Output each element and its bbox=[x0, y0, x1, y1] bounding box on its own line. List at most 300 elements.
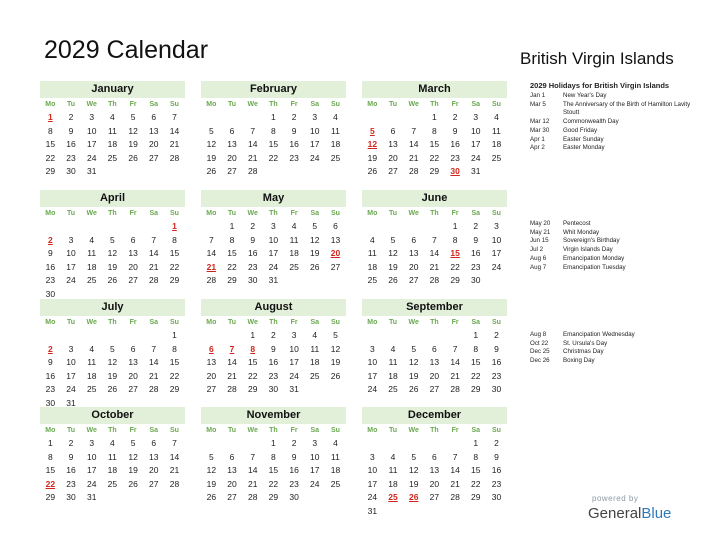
calendar-date[interactable]: 27 bbox=[227, 166, 237, 176]
calendar-date[interactable]: 13 bbox=[429, 357, 440, 367]
calendar-date[interactable]: 3 bbox=[369, 451, 375, 462]
calendar-date[interactable]: 4 bbox=[333, 438, 338, 448]
calendar-date[interactable]: 30 bbox=[471, 275, 481, 285]
calendar-date[interactable]: 14 bbox=[149, 248, 159, 258]
calendar-date[interactable]: 25 bbox=[86, 384, 97, 394]
calendar-date[interactable]: 18 bbox=[107, 139, 118, 149]
calendar-date[interactable]: 2 bbox=[494, 438, 499, 448]
calendar-date[interactable]: 8 bbox=[229, 234, 235, 245]
brand-logo[interactable] bbox=[588, 505, 671, 522]
calendar-date[interactable]: 7 bbox=[432, 234, 437, 245]
calendar-date[interactable]: 23 bbox=[66, 152, 76, 163]
calendar-date[interactable]: 19 bbox=[128, 139, 138, 149]
calendar-date[interactable]: 28 bbox=[247, 492, 258, 502]
calendar-date[interactable]: 25 bbox=[388, 384, 398, 394]
calendar-date[interactable]: 23 bbox=[289, 478, 299, 489]
calendar-date[interactable]: 22 bbox=[429, 152, 440, 163]
holiday-date[interactable]: 21 bbox=[206, 261, 217, 272]
calendar-date[interactable]: 3 bbox=[473, 112, 479, 122]
calendar-date[interactable]: 23 bbox=[268, 370, 279, 381]
calendar-date[interactable]: 21 bbox=[408, 152, 419, 163]
calendar-date[interactable]: 3 bbox=[89, 438, 95, 448]
calendar-date[interactable]: 22 bbox=[247, 370, 258, 381]
calendar-date[interactable]: 10 bbox=[310, 451, 320, 462]
holiday-date[interactable]: 26 bbox=[408, 492, 419, 502]
calendar-date[interactable]: 2 bbox=[452, 112, 458, 122]
calendar-date[interactable]: 23 bbox=[247, 261, 258, 272]
calendar-date[interactable]: 1 bbox=[473, 438, 479, 448]
calendar-date[interactable]: 6 bbox=[432, 343, 437, 354]
calendar-date[interactable]: 10 bbox=[491, 234, 502, 245]
calendar-date[interactable]: 30 bbox=[268, 384, 279, 394]
calendar-date[interactable]: 4 bbox=[390, 343, 396, 354]
calendar-date[interactable]: 15 bbox=[227, 248, 237, 258]
calendar-date[interactable]: 24 bbox=[310, 478, 320, 489]
calendar-date[interactable]: 27 bbox=[429, 384, 440, 394]
calendar-date[interactable]: 3 bbox=[291, 330, 297, 340]
calendar-date[interactable]: 5 bbox=[312, 221, 318, 231]
calendar-date[interactable]: 17 bbox=[66, 370, 76, 381]
calendar-date[interactable]: 3 bbox=[494, 221, 499, 231]
calendar-date[interactable]: 2 bbox=[291, 112, 297, 122]
calendar-date[interactable]: 9 bbox=[494, 451, 499, 462]
calendar-date[interactable]: 4 bbox=[110, 112, 115, 122]
calendar-date[interactable]: 10 bbox=[367, 465, 378, 475]
holiday-date[interactable]: 5 bbox=[369, 125, 375, 136]
calendar-date[interactable]: 28 bbox=[206, 275, 217, 285]
calendar-date[interactable]: 24 bbox=[86, 152, 97, 163]
calendar-date[interactable]: 22 bbox=[450, 261, 460, 272]
calendar-date[interactable]: 13 bbox=[227, 465, 237, 475]
calendar-date[interactable]: 20 bbox=[429, 370, 440, 381]
calendar-date[interactable]: 26 bbox=[310, 261, 320, 272]
calendar-date[interactable]: 11 bbox=[87, 357, 97, 367]
calendar-date[interactable]: 12 bbox=[330, 343, 341, 354]
calendar-date[interactable]: 15 bbox=[169, 357, 180, 367]
calendar-date[interactable]: 28 bbox=[450, 492, 460, 502]
calendar-date[interactable]: 25 bbox=[330, 478, 341, 489]
calendar-date[interactable]: 27 bbox=[128, 275, 138, 285]
calendar-date[interactable]: 29 bbox=[247, 384, 258, 394]
calendar-date[interactable]: 25 bbox=[330, 152, 341, 163]
calendar-date[interactable]: 26 bbox=[330, 370, 341, 381]
calendar-date[interactable]: 11 bbox=[331, 125, 340, 136]
calendar-date[interactable]: 30 bbox=[45, 288, 56, 299]
calendar-date[interactable]: 26 bbox=[128, 152, 138, 163]
calendar-date[interactable]: 26 bbox=[128, 478, 138, 489]
calendar-date[interactable]: 3 bbox=[89, 112, 95, 122]
calendar-date[interactable]: 9 bbox=[291, 451, 297, 462]
calendar-date[interactable]: 13 bbox=[429, 465, 440, 475]
calendar-date[interactable]: 22 bbox=[169, 261, 180, 272]
calendar-date[interactable]: 7 bbox=[172, 438, 177, 448]
calendar-date[interactable]: 29 bbox=[45, 492, 56, 502]
calendar-date[interactable]: 8 bbox=[271, 125, 276, 136]
calendar-date[interactable]: 26 bbox=[367, 166, 378, 176]
calendar-date[interactable]: 22 bbox=[268, 478, 279, 489]
calendar-date[interactable]: 24 bbox=[367, 492, 378, 502]
calendar-date[interactable]: 17 bbox=[491, 248, 502, 258]
calendar-date[interactable]: 14 bbox=[408, 139, 419, 149]
calendar-date[interactable]: 29 bbox=[169, 275, 180, 285]
calendar-date[interactable]: 31 bbox=[86, 166, 97, 176]
calendar-date[interactable]: 15 bbox=[429, 139, 440, 149]
calendar-date[interactable]: 5 bbox=[208, 125, 214, 136]
calendar-date[interactable]: 26 bbox=[408, 384, 419, 394]
calendar-date[interactable]: 8 bbox=[432, 125, 437, 136]
calendar-date[interactable]: 21 bbox=[450, 478, 460, 489]
calendar-date[interactable]: 29 bbox=[169, 384, 180, 394]
calendar-date[interactable]: 8 bbox=[473, 343, 479, 354]
calendar-date[interactable]: 27 bbox=[408, 275, 419, 285]
calendar-date[interactable]: 13 bbox=[408, 248, 419, 258]
calendar-date[interactable]: 1 bbox=[473, 330, 479, 340]
calendar-date[interactable]: 7 bbox=[250, 451, 256, 462]
calendar-date[interactable]: 23 bbox=[45, 384, 56, 394]
calendar-date[interactable]: 19 bbox=[408, 478, 419, 489]
calendar-date[interactable]: 26 bbox=[206, 492, 217, 502]
calendar-date[interactable]: 16 bbox=[268, 357, 279, 367]
calendar-date[interactable]: 10 bbox=[268, 234, 279, 245]
calendar-date[interactable]: 10 bbox=[86, 125, 97, 136]
calendar-date[interactable]: 11 bbox=[388, 465, 398, 475]
calendar-date[interactable]: 16 bbox=[66, 465, 76, 475]
calendar-date[interactable]: 22 bbox=[169, 370, 180, 381]
calendar-date[interactable]: 30 bbox=[247, 275, 258, 285]
calendar-date[interactable]: 1 bbox=[172, 330, 177, 340]
calendar-date[interactable]: 25 bbox=[289, 261, 299, 272]
calendar-date[interactable]: 17 bbox=[268, 248, 279, 258]
calendar-date[interactable]: 11 bbox=[107, 451, 117, 462]
calendar-date[interactable]: 24 bbox=[310, 152, 320, 163]
calendar-date[interactable]: 1 bbox=[229, 221, 235, 231]
holiday-date[interactable]: 1 bbox=[47, 112, 53, 122]
calendar-date[interactable]: 17 bbox=[86, 139, 97, 149]
calendar-date[interactable]: 6 bbox=[229, 125, 235, 136]
calendar-date[interactable]: 18 bbox=[367, 261, 378, 272]
calendar-date[interactable]: 23 bbox=[66, 478, 76, 489]
calendar-date[interactable]: 20 bbox=[149, 465, 159, 475]
calendar-date[interactable]: 11 bbox=[310, 343, 320, 354]
calendar-date[interactable]: 14 bbox=[247, 465, 258, 475]
calendar-date[interactable]: 24 bbox=[471, 152, 481, 163]
calendar-date[interactable]: 12 bbox=[128, 451, 138, 462]
calendar-date[interactable]: 30 bbox=[491, 384, 502, 394]
calendar-date[interactable]: 20 bbox=[128, 370, 138, 381]
calendar-date[interactable]: 14 bbox=[429, 248, 440, 258]
calendar-date[interactable]: 20 bbox=[227, 152, 237, 163]
calendar-date[interactable]: 28 bbox=[149, 275, 159, 285]
calendar-date[interactable]: 27 bbox=[227, 492, 237, 502]
calendar-date[interactable]: 6 bbox=[229, 451, 235, 462]
calendar-date[interactable]: 16 bbox=[450, 139, 460, 149]
calendar-date[interactable]: 18 bbox=[388, 370, 398, 381]
calendar-date[interactable]: 15 bbox=[268, 139, 279, 149]
calendar-date[interactable]: 10 bbox=[289, 343, 299, 354]
calendar-date[interactable]: 12 bbox=[107, 248, 118, 258]
calendar-date[interactable]: 17 bbox=[66, 261, 76, 272]
calendar-date[interactable]: 18 bbox=[107, 465, 118, 475]
calendar-date[interactable]: 4 bbox=[494, 112, 499, 122]
holiday-date[interactable]: 7 bbox=[229, 343, 235, 354]
calendar-date[interactable]: 30 bbox=[491, 492, 502, 502]
calendar-date[interactable]: 3 bbox=[369, 343, 375, 354]
calendar-date[interactable]: 8 bbox=[172, 343, 177, 354]
calendar-date[interactable]: 6 bbox=[390, 125, 396, 136]
calendar-date[interactable]: 24 bbox=[491, 261, 502, 272]
calendar-date[interactable]: 15 bbox=[268, 465, 279, 475]
calendar-date[interactable]: 19 bbox=[388, 261, 398, 272]
holiday-date[interactable]: 2 bbox=[47, 343, 53, 354]
calendar-date[interactable]: 17 bbox=[471, 139, 481, 149]
calendar-date[interactable]: 13 bbox=[227, 139, 237, 149]
calendar-date[interactable]: 21 bbox=[227, 370, 237, 381]
calendar-date[interactable]: 20 bbox=[388, 152, 398, 163]
calendar-date[interactable]: 5 bbox=[110, 234, 115, 245]
calendar-date[interactable]: 6 bbox=[411, 234, 417, 245]
calendar-date[interactable]: 5 bbox=[390, 234, 396, 245]
calendar-date[interactable]: 7 bbox=[151, 234, 157, 245]
calendar-date[interactable]: 10 bbox=[66, 248, 76, 258]
calendar-date[interactable]: 20 bbox=[408, 261, 419, 272]
calendar-date[interactable]: 10 bbox=[471, 125, 481, 136]
calendar-date[interactable]: 19 bbox=[107, 261, 118, 272]
calendar-date[interactable]: 24 bbox=[289, 370, 299, 381]
calendar-date[interactable]: 18 bbox=[86, 261, 97, 272]
calendar-date[interactable]: 14 bbox=[450, 357, 460, 367]
calendar-date[interactable]: 2 bbox=[250, 221, 256, 231]
calendar-date[interactable]: 2 bbox=[291, 438, 297, 448]
calendar-date[interactable]: 17 bbox=[289, 357, 299, 367]
calendar-date[interactable]: 19 bbox=[128, 465, 138, 475]
calendar-date[interactable]: 21 bbox=[247, 478, 258, 489]
calendar-date[interactable]: 17 bbox=[86, 465, 97, 475]
calendar-date[interactable]: 12 bbox=[107, 357, 118, 367]
calendar-date[interactable]: 14 bbox=[169, 125, 180, 136]
calendar-date[interactable]: 6 bbox=[130, 343, 136, 354]
calendar-date[interactable]: 11 bbox=[289, 234, 299, 245]
calendar-date[interactable]: 10 bbox=[310, 125, 320, 136]
calendar-date[interactable]: 8 bbox=[47, 451, 53, 462]
calendar-date[interactable]: 15 bbox=[471, 357, 481, 367]
calendar-date[interactable]: 30 bbox=[66, 492, 76, 502]
calendar-date[interactable]: 8 bbox=[473, 451, 479, 462]
calendar-date[interactable]: 28 bbox=[149, 384, 159, 394]
calendar-date[interactable]: 28 bbox=[227, 384, 237, 394]
calendar-date[interactable]: 20 bbox=[206, 370, 217, 381]
calendar-date[interactable]: 31 bbox=[289, 384, 299, 394]
calendar-date[interactable]: 16 bbox=[289, 465, 299, 475]
calendar-date[interactable]: 5 bbox=[411, 343, 417, 354]
calendar-date[interactable]: 3 bbox=[68, 343, 74, 354]
calendar-date[interactable]: 28 bbox=[169, 478, 180, 489]
calendar-date[interactable]: 18 bbox=[310, 357, 320, 367]
calendar-date[interactable]: 20 bbox=[227, 478, 237, 489]
calendar-date[interactable]: 8 bbox=[172, 234, 177, 245]
calendar-date[interactable]: 26 bbox=[206, 166, 217, 176]
calendar-date[interactable]: 8 bbox=[271, 451, 276, 462]
calendar-date[interactable]: 13 bbox=[330, 234, 341, 245]
calendar-date[interactable]: 24 bbox=[86, 478, 97, 489]
calendar-date[interactable]: 13 bbox=[388, 139, 398, 149]
calendar-date[interactable]: 15 bbox=[45, 139, 56, 149]
calendar-date[interactable]: 10 bbox=[86, 451, 97, 462]
calendar-date[interactable]: 5 bbox=[333, 330, 338, 340]
calendar-date[interactable]: 18 bbox=[330, 465, 341, 475]
calendar-date[interactable]: 23 bbox=[45, 275, 56, 285]
calendar-date[interactable]: 18 bbox=[86, 370, 97, 381]
calendar-date[interactable]: 29 bbox=[429, 166, 440, 176]
calendar-date[interactable]: 14 bbox=[227, 357, 237, 367]
calendar-date[interactable]: 20 bbox=[149, 139, 159, 149]
calendar-date[interactable]: 18 bbox=[491, 139, 502, 149]
calendar-date[interactable]: 1 bbox=[271, 438, 276, 448]
calendar-date[interactable]: 7 bbox=[151, 343, 157, 354]
calendar-date[interactable]: 11 bbox=[492, 125, 501, 136]
calendar-date[interactable]: 6 bbox=[151, 438, 157, 448]
calendar-date[interactable]: 1 bbox=[452, 221, 458, 231]
calendar-date[interactable]: 25 bbox=[107, 478, 118, 489]
calendar-date[interactable]: 5 bbox=[130, 438, 136, 448]
calendar-date[interactable]: 2 bbox=[271, 330, 276, 340]
calendar-date[interactable]: 5 bbox=[110, 343, 115, 354]
calendar-date[interactable]: 31 bbox=[471, 166, 481, 176]
calendar-date[interactable]: 25 bbox=[86, 275, 97, 285]
calendar-date[interactable]: 23 bbox=[289, 152, 299, 163]
calendar-date[interactable]: 1 bbox=[250, 330, 256, 340]
calendar-date[interactable]: 24 bbox=[66, 275, 76, 285]
calendar-date[interactable]: 21 bbox=[169, 139, 180, 149]
calendar-date[interactable]: 13 bbox=[128, 248, 138, 258]
calendar-date[interactable]: 21 bbox=[149, 261, 159, 272]
calendar-date[interactable]: 17 bbox=[310, 465, 320, 475]
calendar-date[interactable]: 11 bbox=[331, 451, 340, 462]
calendar-date[interactable]: 27 bbox=[149, 152, 159, 163]
calendar-date[interactable]: 11 bbox=[367, 248, 377, 258]
calendar-date[interactable]: 28 bbox=[408, 166, 419, 176]
calendar-date[interactable]: 29 bbox=[471, 384, 481, 394]
calendar-date[interactable]: 19 bbox=[206, 478, 217, 489]
calendar-date[interactable]: 14 bbox=[149, 357, 159, 367]
calendar-date[interactable]: 13 bbox=[128, 357, 138, 367]
holiday-date[interactable]: 1 bbox=[172, 221, 177, 231]
calendar-date[interactable]: 16 bbox=[247, 248, 258, 258]
calendar-date[interactable]: 7 bbox=[172, 112, 177, 122]
calendar-date[interactable]: 1 bbox=[47, 438, 53, 448]
calendar-date[interactable]: 27 bbox=[128, 384, 138, 394]
calendar-date[interactable]: 9 bbox=[452, 125, 458, 136]
calendar-date[interactable]: 15 bbox=[45, 465, 56, 475]
calendar-date[interactable]: 9 bbox=[68, 451, 74, 462]
calendar-date[interactable]: 9 bbox=[47, 357, 53, 367]
calendar-date[interactable]: 8 bbox=[452, 234, 458, 245]
calendar-date[interactable]: 3 bbox=[271, 221, 276, 231]
calendar-date[interactable]: 18 bbox=[388, 478, 398, 489]
calendar-date[interactable]: 9 bbox=[473, 234, 479, 245]
calendar-date[interactable]: 10 bbox=[66, 357, 76, 367]
calendar-date[interactable]: 1 bbox=[432, 112, 437, 122]
calendar-date[interactable]: 4 bbox=[89, 343, 95, 354]
calendar-date[interactable]: 17 bbox=[367, 370, 378, 381]
calendar-date[interactable]: 14 bbox=[206, 248, 217, 258]
calendar-date[interactable]: 19 bbox=[408, 370, 419, 381]
calendar-date[interactable]: 12 bbox=[206, 465, 217, 475]
calendar-date[interactable]: 16 bbox=[289, 139, 299, 149]
calendar-date[interactable]: 10 bbox=[367, 357, 378, 367]
calendar-date[interactable]: 23 bbox=[491, 478, 502, 489]
holiday-date[interactable]: 2 bbox=[47, 234, 53, 245]
calendar-date[interactable]: 30 bbox=[45, 397, 56, 408]
holiday-date[interactable]: 25 bbox=[388, 492, 398, 502]
calendar-date[interactable]: 16 bbox=[491, 465, 502, 475]
holiday-date[interactable]: 8 bbox=[250, 343, 256, 354]
calendar-date[interactable]: 23 bbox=[491, 370, 502, 381]
calendar-date[interactable]: 4 bbox=[333, 112, 338, 122]
calendar-date[interactable]: 12 bbox=[388, 248, 398, 258]
calendar-date[interactable]: 28 bbox=[247, 166, 258, 176]
calendar-date[interactable]: 15 bbox=[169, 248, 180, 258]
calendar-date[interactable]: 3 bbox=[312, 438, 318, 448]
calendar-date[interactable]: 20 bbox=[128, 261, 138, 272]
calendar-date[interactable]: 6 bbox=[333, 221, 338, 231]
calendar-date[interactable]: 28 bbox=[450, 384, 460, 394]
holiday-date[interactable]: 20 bbox=[330, 248, 341, 258]
calendar-date[interactable]: 25 bbox=[491, 152, 502, 163]
calendar-date[interactable]: 6 bbox=[151, 112, 157, 122]
calendar-date[interactable]: 30 bbox=[289, 492, 299, 502]
calendar-date[interactable]: 4 bbox=[291, 221, 297, 231]
calendar-date[interactable]: 11 bbox=[87, 248, 97, 258]
calendar-date[interactable]: 5 bbox=[411, 451, 417, 462]
calendar-date[interactable]: 7 bbox=[452, 451, 458, 462]
calendar-date[interactable]: 29 bbox=[450, 275, 460, 285]
calendar-date[interactable]: 13 bbox=[149, 451, 159, 462]
calendar-date[interactable]: 4 bbox=[312, 330, 318, 340]
calendar-date[interactable]: 22 bbox=[227, 261, 237, 272]
calendar-date[interactable]: 9 bbox=[494, 343, 499, 354]
calendar-date[interactable]: 5 bbox=[130, 112, 136, 122]
calendar-date[interactable]: 2 bbox=[68, 112, 74, 122]
calendar-date[interactable]: 5 bbox=[208, 451, 214, 462]
calendar-date[interactable]: 16 bbox=[45, 261, 56, 272]
calendar-date[interactable]: 19 bbox=[330, 357, 341, 367]
calendar-date[interactable]: 7 bbox=[250, 125, 256, 136]
calendar-date[interactable]: 18 bbox=[330, 139, 341, 149]
calendar-date[interactable]: 25 bbox=[310, 370, 320, 381]
calendar-date[interactable]: 17 bbox=[310, 139, 320, 149]
calendar-date[interactable]: 20 bbox=[429, 478, 440, 489]
calendar-date[interactable]: 21 bbox=[450, 370, 460, 381]
calendar-date[interactable]: 12 bbox=[408, 357, 419, 367]
calendar-date[interactable]: 19 bbox=[367, 152, 378, 163]
calendar-date[interactable]: 9 bbox=[68, 125, 74, 136]
calendar-date[interactable]: 31 bbox=[66, 397, 76, 408]
calendar-date[interactable]: 22 bbox=[471, 370, 481, 381]
calendar-date[interactable]: 25 bbox=[367, 275, 378, 285]
calendar-date[interactable]: 12 bbox=[128, 125, 138, 136]
calendar-date[interactable]: 3 bbox=[312, 112, 318, 122]
calendar-date[interactable]: 11 bbox=[388, 357, 398, 367]
calendar-date[interactable]: 29 bbox=[227, 275, 237, 285]
calendar-date[interactable]: 13 bbox=[206, 357, 217, 367]
calendar-date[interactable]: 4 bbox=[390, 451, 396, 462]
calendar-date[interactable]: 2 bbox=[68, 438, 74, 448]
calendar-date[interactable]: 26 bbox=[107, 384, 118, 394]
calendar-date[interactable]: 27 bbox=[206, 384, 217, 394]
calendar-date[interactable]: 29 bbox=[45, 166, 56, 176]
calendar-date[interactable]: 22 bbox=[268, 152, 279, 163]
calendar-date[interactable]: 19 bbox=[107, 370, 118, 381]
